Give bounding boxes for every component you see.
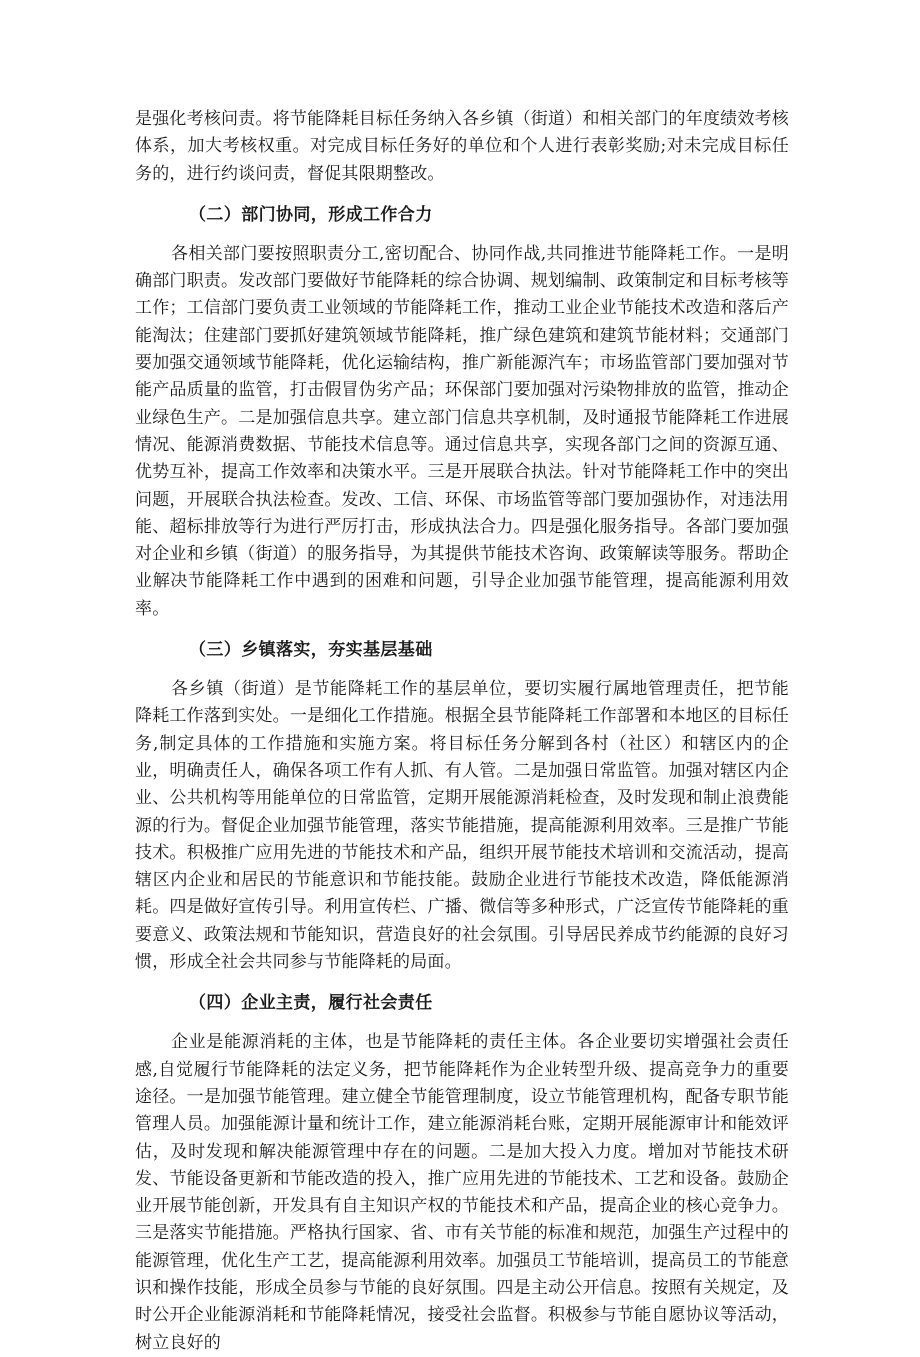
body-paragraph-enterprise-responsibility: 企业是能源消耗的主体，也是节能降耗的责任主体。各企业要切实增强社会责任感,自觉履行节能降耗的法定义务，把节能降耗作为企业转型升级、提高竞争力的重要途径。一是加强节能管理。建立健全节能管理制度，设立节能管理机构，配备专职节能管理人员。加强能源计量和统计工作，建立能源消耗台账，定期开展能源审计和能效评估，及时发现和解决能源管理中存在的问题。二是加大投入力度。增加对节能技术研发、节能设备更新和节能改造的投入，推广应用先进的节能技术、工艺和设备。鼓励企业开展节能创新，开发具有自主知识产权的节能技术和产品，提高企业的核心竞争力。三是落实节能措施。严格执行国家、省、市有关节能的标准和规范，加强生产过程中的能源管理，优化生产工艺，提高能源利用效率。加强员工节能培训，提高员工的节能意识和操作技能，形成全员参与节能的良好氛围。四是主动公开信息。按照有关规定，及时公开企业能源消耗和节能降耗情况，接受社会监督。积极参与节能自愿协议等活动，树立良好的 (135, 1032, 789, 1353)
section-heading-department-coordination: （二）部门协同，形成工作合力 (189, 204, 433, 225)
body-paragraph-intro: 是强化考核问责。将节能降耗目标任务纳入各乡镇（街道）和相关部门的年度绩效考核体系，加大考核权重。对完成目标任务好的单位和个人进行表彰奖励;对未完成目标任务的，进行约谈问责，督促其限期整改。 (135, 109, 789, 184)
body-paragraph-department-coordination: 各相关部门要按照职责分工,密切配合、协同作战,共同推进节能降耗工作。一是明确部门职责。发改部门要做好节能降耗的综合协调、规划编制、政策制定和目标考核等工作；工信部门要负责工业领域的节能降耗工作，推动工业企业节能技术改造和落后产能淘汰；住建部门要抓好建筑领域节能降耗，推广绿色建筑和建筑节能材料；交通部门要加强交通领域节能降耗，优化运输结构，推广新能源汽车；市场监管部门要加强对节能产品质量的监管，打击假冒伪劣产品；环保部门要加强对污染物排放的监管，推动企业绿色生产。二是加强信息共享。建立部门信息共享机制，及时通报节能降耗工作进展情况、能源消费数据、节能技术信息等。通过信息共享，实现各部门之间的资源互通、优势互补，提高工作效率和决策水平。三是开展联合执法。针对节能降耗工作中的突出问题，开展联合执法检查。发改、工信、环保、市场监管等部门要加强协作，对违法用能、超标排放等行为进行严厉打击，形成执法合力。四是强化服务指导。各部门要加强对企业和乡镇（街道）的服务指导，为其提供节能技术咨询、政策解读等服务。帮助企业解决节能降耗工作中遇到的困难和问题，引导企业加强节能管理，提高能源利用效率。 (135, 243, 789, 619)
section-heading-township-implementation: （三）乡镇落实，夯实基层基础 (189, 640, 433, 661)
section-heading-enterprise-responsibility: （四）企业主责，履行社会责任 (189, 993, 433, 1014)
body-paragraph-township-implementation: 各乡镇（街道）是节能降耗工作的基层单位，要切实履行属地管理责任，把节能降耗工作落到实处。一是细化工作措施。根据全县节能降耗工作部署和本地区的目标任务,制定具体的工作措施和实施方案。将目标任务分解到各村（社区）和辖区内的企业，明确责任人，确保各项工作有人抓、有人管。二是加强日常监管。加强对辖区内企业、公共机构等用能单位的日常监管，定期开展能源消耗检查，及时发现和制止浪费能源的行为。督促企业加强节能管理，落实节能措施，提高能源利用效率。三是推广节能技术。积极推广应用先进的节能技术和产品，组织开展节能技术培训和交流活动，提高辖区内企业和居民的节能意识和节能技能。鼓励企业进行节能技术改造，降低能源消耗。四是做好宣传引导。利用宣传栏、广播、微信等多种形式，广泛宣传节能降耗的重要意义、政策法规和节能知识，营造良好的社会氛围。引导居民养成节约能源的良好习惯，形成全社会共同参与节能降耗的局面。 (135, 679, 789, 973)
